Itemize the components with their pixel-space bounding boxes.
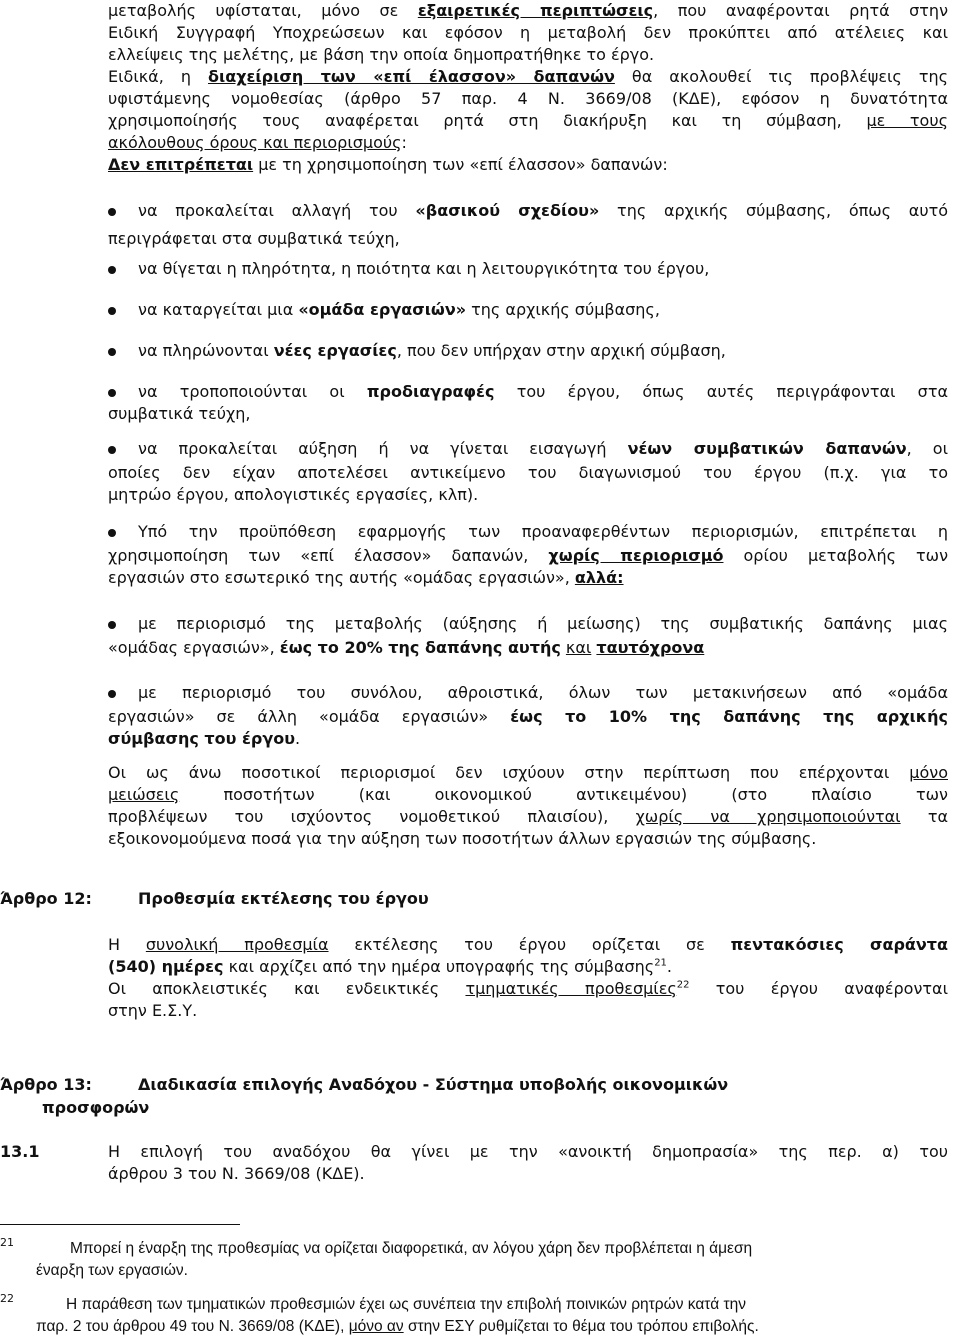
text: μειώσεις (108, 785, 180, 804)
bullet-item (138, 438, 948, 460)
section-13-1-body (108, 1141, 948, 1185)
bullet-icon (108, 348, 116, 356)
bullet-icon (108, 529, 116, 537)
text: υφιστάμενης νομοθεσίας (άρθρο 57 παρ. 4 Ν. 3669/08 (ΚΔΕ), εφόσον η δυνατότητα (108, 89, 948, 108)
text: με περιορισμό του συνόλου, αθροιστικά, όλων των μετακινήσεων από «ομάδα (138, 683, 948, 702)
text: διαχείριση των «επί έλασσον» δαπανών (207, 67, 615, 86)
text: τμηματικές προθεσμίες (465, 979, 677, 998)
text: χωρίς περιορισμό (548, 546, 724, 565)
text: εργασιών» σε άλλη «ομάδα εργασιών» (108, 707, 511, 726)
text: μόνο αν (348, 1318, 404, 1335)
text: νέες εργασίες (273, 341, 397, 360)
bullet-icon (108, 446, 116, 454)
article-12-title: Προθεσμία εκτέλεσης του έργου (138, 889, 429, 908)
text: ταυτόχρονα (596, 638, 705, 657)
text: μεταβολής υφίσταται, μόνο σε (108, 1, 418, 20)
text: με τη χρησιμοποίηση των «επί έλασσον» δαπανών: (253, 155, 668, 174)
text: να καταργείται μια (138, 300, 299, 319)
text: παρ. 2 του άρθρου 49 του Ν. 3669/08 (ΚΔΕ), (36, 1318, 349, 1335)
text: μόνο (909, 763, 948, 782)
text: Ειδικά, η (108, 67, 208, 86)
text: «βασικού σχεδίου» (415, 201, 600, 220)
text: στην ΕΣΥ ρυθμίζεται το θέμα του τρόπου επιβολής. (403, 1318, 759, 1335)
text: ποσοτήτων (και οικονομικού αντικειμένου) (στο πλαίσιο των (179, 785, 948, 804)
text: έως το 20% της δαπάνης αυτής (279, 638, 561, 657)
bullet-icon (108, 208, 116, 216)
text: της αρχικής σύμβασης, όπως αυτό (599, 201, 948, 220)
text: να προκαλείται αύξηση ή να γίνεται εισαγωγή (138, 439, 628, 458)
bullet-icon (108, 266, 116, 274)
text: θα ακολουθεί τις προβλέψεις της (614, 67, 948, 86)
text: οποίες δεν είχαν αποτελέσει αντικείμενο του διαγωνισμού του έργου (π.χ. για το (108, 463, 948, 482)
text: , που δεν υπήρχαν στην αρχική σύμβαση, (396, 341, 726, 360)
text: Μπορεί η έναρξη της προθεσμίας να ορίζεται διαφορετικά, αν λόγου χάρη δεν προβλέπεται η άμεση (70, 1240, 753, 1257)
closing-paragraph (108, 762, 948, 850)
text: νέων συμβατικών δαπανών (627, 439, 907, 458)
text: να πληρώνονται (138, 341, 274, 360)
text: χρησιμοποίησής τους αναφέρεται ρητά στη διακήρυξη και τη σύμβαση, (108, 111, 867, 130)
text: έως το 10% της δαπάνης της αρχικής (510, 707, 948, 726)
text: Η (108, 935, 146, 954)
text: ορίου μεταβολής των (723, 546, 949, 565)
article-12-label: Άρθρο 12: (0, 889, 92, 908)
article-13-title-continued: προσφορών (42, 1098, 150, 1117)
text: σύμβασης του έργου (108, 729, 296, 748)
text: ελλείψεις της μελέτης, με βάση την οποία δημοπρατήθηκε το έργο. (108, 45, 655, 64)
bullet-icon (108, 690, 116, 698)
text: συνολική προθεσμία (145, 935, 329, 954)
text: και (565, 638, 592, 657)
bullet-icon (108, 389, 116, 397)
text: να θίγεται η πληρότητα, η ποιότητα και η λειτουργικότητα του έργου, (138, 259, 710, 278)
bullet-icon (108, 307, 116, 315)
text: άρθρου 3 του Ν. 3669/08 (ΚΔΕ). (108, 1164, 365, 1183)
text: . (666, 957, 673, 976)
article-13-label: Άρθρο 13: (0, 1075, 92, 1094)
bullet-item-continued (108, 228, 948, 250)
text: αλλά: (574, 568, 624, 587)
bullet-item (138, 381, 948, 403)
bullet-item (138, 258, 948, 280)
footnote-number: 22 (0, 1292, 14, 1305)
text: , οι (906, 439, 949, 458)
text: εργασιών στο εσωτερικό της αυτής «ομάδας εργασιών», (108, 568, 575, 587)
text: , που αναφέρονται ρητά στην (653, 1, 949, 20)
text: Δεν επιτρέπεται (108, 155, 254, 174)
bullet-item-continued (108, 706, 948, 750)
text: Η επιλογή του αναδόχου θα γίνει με την «ανοικτή δημοπρασία» της περ. α) του (108, 1142, 948, 1161)
text: του έργου αναφέρονται (689, 979, 948, 998)
text: έναρξη των εργασιών. (36, 1262, 188, 1279)
bullet-item-continued (108, 462, 948, 506)
text: συμβατικά τεύχη, (108, 404, 251, 423)
text: και αρχίζει από την ημέρα υπογραφής της σύμβασης (223, 957, 655, 976)
text: του έργου, όπως αυτές περιγράφονται στα (494, 382, 948, 401)
text: Η παράθεση των τμηματικών προθεσμιών έχει ως συνέπεια την επιβολή ποινικών ρητρών κατά την (66, 1296, 746, 1313)
text: «ομάδα εργασιών» (298, 300, 467, 319)
footnote-21 (36, 1238, 948, 1282)
text: πεντακόσιες σαράντα (730, 935, 948, 954)
text: χρησιμοποίηση των «επί έλασσον» δαπανών, (108, 546, 549, 565)
text: προδιαγραφές (366, 382, 495, 401)
text: «ομάδας εργασιών», (108, 638, 280, 657)
bullet-item-continued (108, 637, 948, 659)
text: προβλέψεων του ισχύοντος νομοθετικού πλαισίου), (108, 807, 636, 826)
text: χωρίς να χρησιμοποιούνται (635, 807, 901, 826)
section-number: 13.1 (0, 1142, 40, 1161)
text: να τροποποιούνται οι (138, 382, 367, 401)
footnote-ref[interactable]: 21 (654, 957, 667, 969)
bullet-item (138, 682, 948, 704)
text: να προκαλείται αλλαγή του (138, 201, 416, 220)
bullet-item (138, 200, 948, 222)
bullet-item (138, 299, 948, 321)
bullet-item (138, 340, 948, 362)
text: εξαιρετικές περιπτώσεις (417, 1, 654, 20)
text: με περιορισμό της μεταβολής (αύξησης ή μείωσης) της συμβατικής δαπάνης μιας (138, 614, 948, 633)
footnote-ref[interactable]: 22 (676, 979, 690, 991)
bullet-item-continued (108, 545, 948, 589)
text: Οι αποκλειστικές και ενδεικτικές (108, 979, 466, 998)
bullet-icon (108, 621, 116, 629)
intro-paragraph (108, 0, 948, 176)
text: εκτέλεσης του έργου ορίζεται σε (328, 935, 731, 954)
footnote-number: 21 (0, 1236, 14, 1249)
bullet-item (138, 613, 948, 635)
text: εξοικονομούμενα ποσά για την αύξηση των ποσοτήτων άλλων εργασιών της σύμβασης. (108, 829, 817, 848)
text: . (295, 729, 301, 748)
footnote-22 (36, 1294, 948, 1338)
text: στην Ε.Σ.Υ. (108, 1001, 198, 1020)
article-13-title: Διαδικασία επιλογής Αναδόχου - Σύστημα υποβολής οικονομικών (138, 1075, 729, 1094)
text: με τους (866, 111, 948, 130)
footnote-divider (0, 1224, 240, 1225)
text: Οι ως άνω ποσοτικοί περιορισμοί δεν ισχύουν στην περίπτωση που επέρχονται (108, 763, 910, 782)
text: τα (900, 807, 949, 826)
article-12-body (108, 934, 948, 1022)
text: ακόλουθους όρους και περιορισμούς (108, 133, 402, 152)
bullet-item (138, 521, 948, 543)
bullet-item-continued (108, 403, 948, 425)
text: της αρχικής σύμβασης, (466, 300, 660, 319)
text: περιγράφεται στα συμβατικά τεύχη, (108, 229, 400, 248)
text: Υπό την προϋπόθεση εφαρμογής των προαναφερθέντων περιορισμών, επιτρέπεται η (138, 522, 948, 541)
text: (540) ημέρες (108, 957, 224, 976)
text: Ειδική Συγγραφή Υποχρεώσεων και εφόσον η μεταβολή δεν προκύπτει από ατέλειες και (108, 23, 948, 42)
text: μητρώο έργου, απολογιστικές εργασίες, κλπ). (108, 485, 479, 504)
text: : (401, 133, 407, 152)
